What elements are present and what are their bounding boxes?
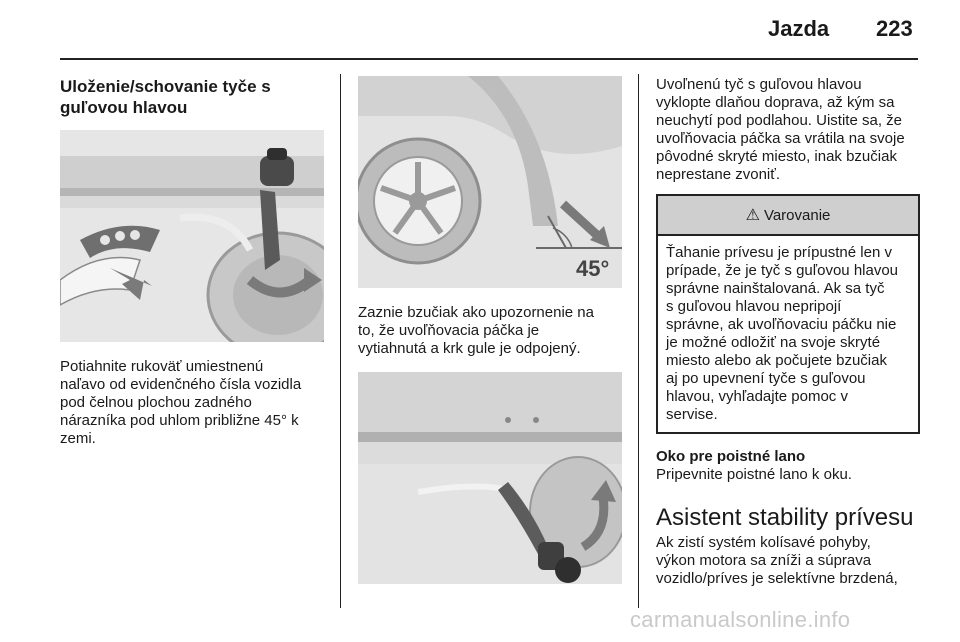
column-divider-1 <box>340 74 341 608</box>
middle-column <box>358 76 624 584</box>
right-paragraph: Uvoľnenú tyč s guľovou hlavou vyklopte dlaňou doprava, až kým sa neuchytí pod podlahou. Uistite sa, že uvoľňovacia páčka sa vrátila na svoje pôvodné skryté miesto, inak bzučiak neprestane zvoniť. <box>656 76 905 183</box>
left-paragraph: Potiahnite rukoväť umiestnenú naľavo od evidenčného čísla vozidla pod čelnou plochou zadného nárazníka pod uhlom približne 45° k zemi. <box>60 358 302 447</box>
column-divider-2 <box>638 74 639 608</box>
figure-towbar-release-handle <box>60 130 324 342</box>
header-rule <box>60 58 918 60</box>
watermark: carmanualsonline.info <box>630 607 851 632</box>
angle-label: 45° <box>576 256 610 281</box>
page-number: 223 <box>876 16 913 41</box>
section-text: Ak zistí systém kolísavé pohyby, výkon motora sa zníži a súprava vozidlo/príves je selektívne brzdená, <box>656 534 898 587</box>
towbar-swing-illustration <box>358 372 622 584</box>
figure-wheel-angle <box>358 76 622 288</box>
warning-triangle-icon: ⚠ <box>745 207 760 224</box>
figure-towbar-swing <box>358 372 622 584</box>
warning-header <box>658 196 918 236</box>
warning-text: Ťahanie prívesu je prípustné len v prípade, že je tyč s guľovou hlavou správne nainštalovaná. Ak sa tyč s guľovou hlavou nepripojí správne, ak uvoľňovaciu páčku nie je možné odložiť na svoje skryté miesto alebo ak počujete bzučiak aj po upevnení tyče s guľovou hlavou, vyhľadajte pomoc v servise. <box>666 244 899 423</box>
warning-title: Varovanie <box>763 206 831 224</box>
warning-box <box>656 194 920 434</box>
right-column <box>656 76 920 588</box>
section-heading: Asistent stability prívesu <box>656 504 914 531</box>
eye-text: Pripevnite poistné lano k oku. <box>656 466 852 483</box>
section-title: Uloženie/schovanie tyče s guľovou hlavou <box>60 77 271 117</box>
page-header-title: Jazda <box>768 16 830 41</box>
left-column <box>60 76 325 448</box>
middle-paragraph: Zaznie bzučiak ako upozornenie na to, že uvoľňovacia páčka je vytiahnutá a krk gule je odpojený. <box>358 304 594 357</box>
towbar-release-illustration <box>60 130 324 342</box>
wheel-angle-illustration <box>358 76 622 288</box>
eye-heading: Oko pre poistné lano <box>656 448 806 465</box>
